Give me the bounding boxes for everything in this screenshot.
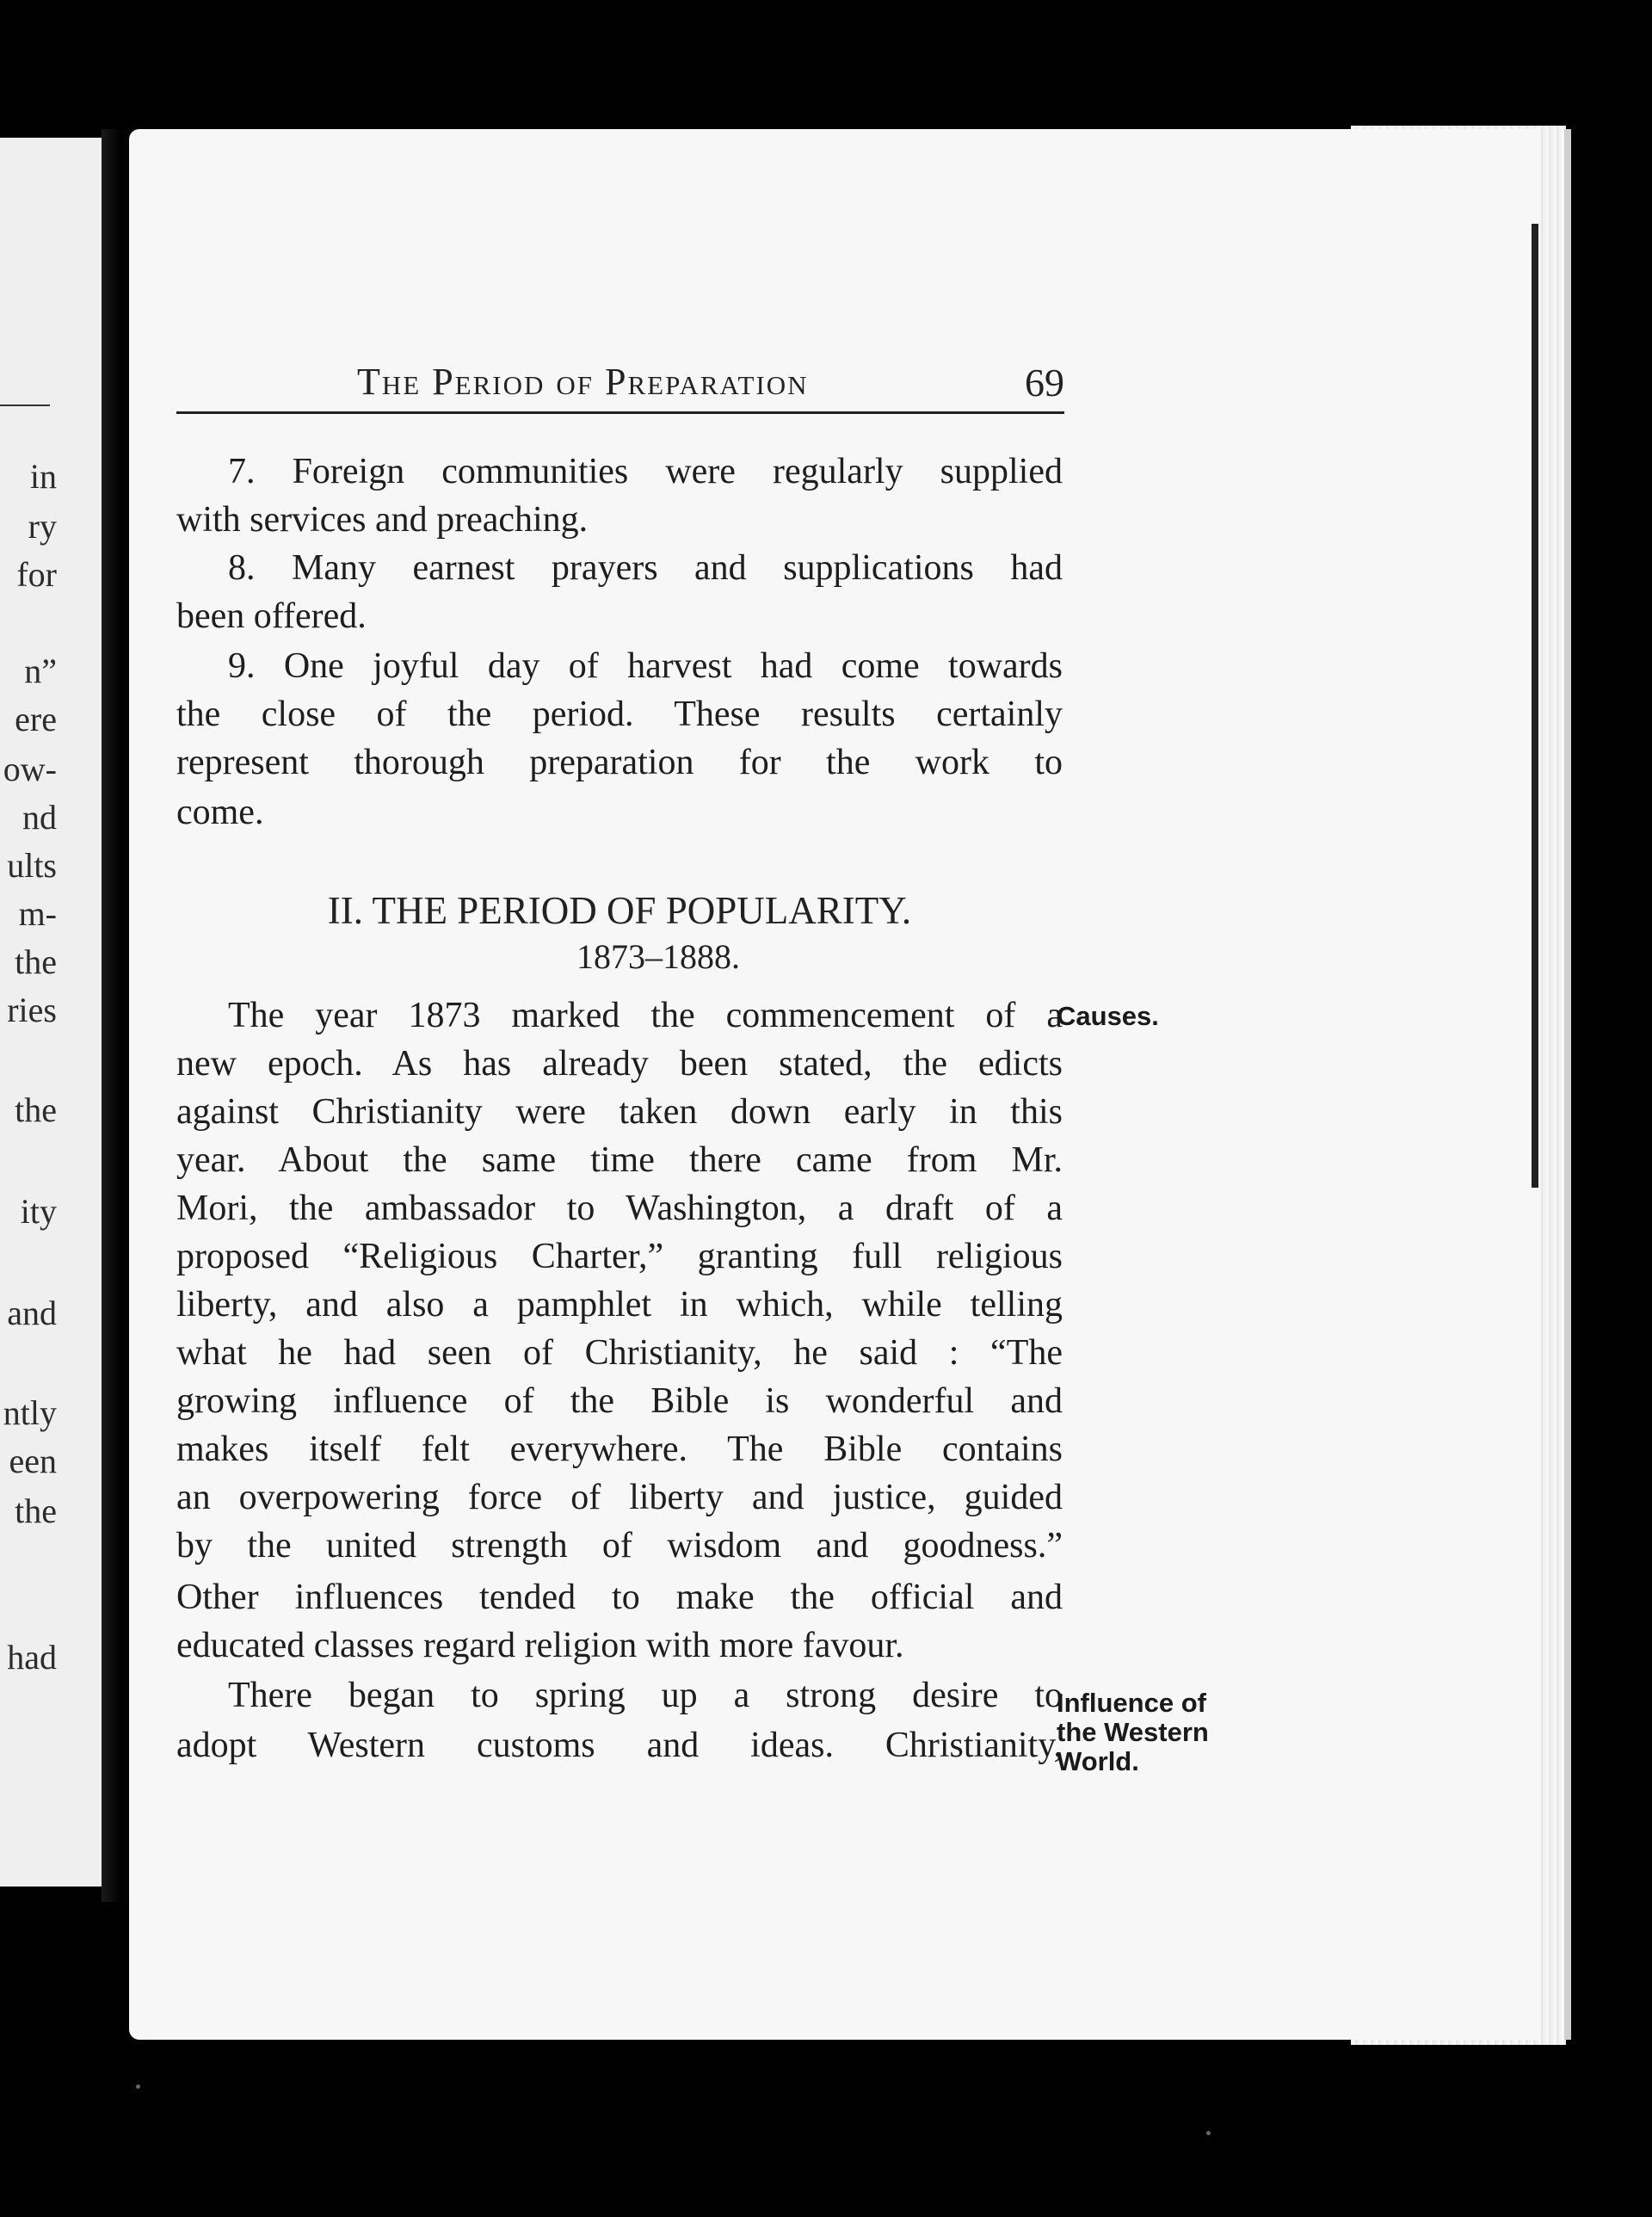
text-line: the close of the period. These results certainly	[176, 695, 1063, 734]
margin-note-influence-line1: Influence of	[1057, 1688, 1206, 1718]
left-fragment: the	[15, 1090, 57, 1129]
page-number: 69	[1025, 361, 1064, 404]
text-line: The year 1873 marked the commencement of a	[228, 996, 1063, 1035]
text-line: growing influence of the Bible is wonderful and	[176, 1381, 1063, 1421]
left-fragment: the	[15, 942, 57, 981]
text-line: with services and preaching.	[176, 500, 589, 540]
left-fragment: ere	[15, 700, 57, 738]
text-line: been offered.	[176, 596, 367, 636]
left-fragment: ry	[28, 507, 57, 546]
left-fragment: for	[16, 555, 57, 594]
left-fragment: m-	[18, 894, 57, 933]
text-line: Mori, the ambassador to Washington, a draft of a	[176, 1189, 1063, 1228]
text-line: Other influences tended to make the official and	[176, 1578, 1063, 1617]
text-line: There began to spring up a strong desire to	[228, 1676, 1063, 1715]
left-fragment: ries	[7, 991, 57, 1029]
header-rule	[176, 411, 1064, 414]
left-fragment: had	[7, 1638, 57, 1677]
running-header	[176, 360, 1064, 411]
left-fragment: ntly	[3, 1393, 57, 1432]
text-line: proposed “Religious Charter,” granting full religious	[176, 1237, 1063, 1276]
text-line: new epoch. As has already been stated, the edicts	[176, 1044, 1063, 1084]
text-line: what he had seen of Christianity, he said : “The	[176, 1333, 1063, 1373]
scan-speck	[1206, 2131, 1211, 2135]
section-heading: II. THE PERIOD OF POPULARITY.	[327, 889, 912, 932]
text-line: 9. One joyful day of harvest had come towards	[228, 646, 1063, 686]
text-line: come.	[176, 793, 264, 832]
left-fragment: ow-	[3, 750, 57, 788]
margin-note-causes: Causes.	[1057, 1001, 1159, 1031]
text-line: against Christianity were taken down early in this	[176, 1092, 1063, 1132]
running-header-title: The Period of Preparation	[357, 361, 809, 403]
left-fragment: nd	[22, 798, 57, 837]
text-line: adopt Western customs and ideas. Christianity,	[176, 1726, 1063, 1765]
section-dates: 1873–1888.	[576, 937, 740, 976]
left-fragment: the	[15, 1491, 57, 1530]
text-line: educated classes regard religion with more favour.	[176, 1626, 904, 1665]
text-line: represent thorough preparation for the work to	[176, 743, 1063, 782]
left-fragment: ults	[7, 846, 57, 885]
text-line: liberty, and also a pamphlet in which, while telling	[176, 1285, 1063, 1325]
scan-speck	[136, 2084, 140, 2089]
left-fragment: n”	[24, 652, 57, 690]
margin-note-influence-line3: World.	[1057, 1746, 1139, 1776]
left-page-rule	[0, 404, 50, 406]
left-fragment: and	[7, 1294, 57, 1332]
page-edges-rim	[1564, 129, 1571, 2040]
left-page-fragment	[0, 138, 102, 1887]
text-line: an overpowering force of liberty and justice, guided	[176, 1478, 1063, 1517]
left-fragment: een	[9, 1442, 57, 1480]
text-line: 7. Foreign communities were regularly supplied	[228, 452, 1063, 491]
text-line: year. About the same time there came from Mr.	[176, 1140, 1063, 1180]
text-line: by the united strength of wisdom and goodness.”	[176, 1526, 1063, 1565]
text-line: makes itself felt everywhere. The Bible contains	[176, 1430, 1063, 1469]
text-line: 8. Many earnest prayers and supplications had	[228, 548, 1063, 588]
page-edge-bookmark	[1532, 224, 1538, 1188]
left-fragment: in	[29, 457, 57, 496]
left-fragment: ity	[20, 1192, 57, 1231]
margin-note-influence-line2: the Western	[1057, 1717, 1209, 1747]
